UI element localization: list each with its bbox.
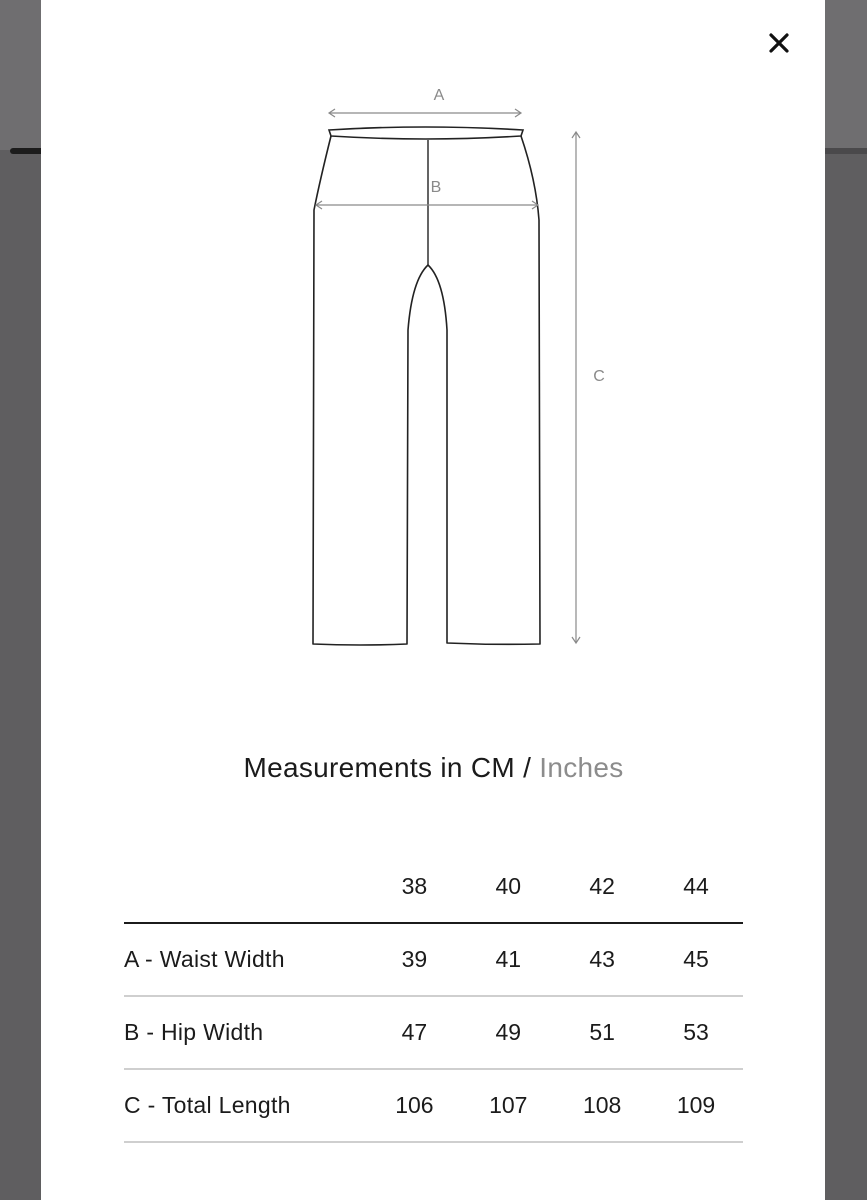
table-row (124, 996, 743, 1069)
size-header-40: 40 (461, 850, 555, 923)
table-cell: 47 (367, 996, 461, 1069)
row-label-length: C - Total Length (124, 1069, 367, 1142)
table-row (124, 1069, 743, 1142)
dimension-a-label: A (433, 87, 445, 104)
table-cell: 41 (461, 923, 555, 996)
size-header-row (124, 850, 743, 923)
table-cell: 39 (367, 923, 461, 996)
unit-toggle-inches[interactable]: Inches (539, 752, 624, 783)
pants-waistband (329, 127, 523, 139)
close-button[interactable] (760, 24, 798, 62)
table-cell: 51 (555, 996, 649, 1069)
dimension-c-label: C (593, 368, 605, 385)
size-header-38: 38 (367, 850, 461, 923)
table-cell: 45 (649, 923, 743, 996)
table-cell: 107 (461, 1069, 555, 1142)
table-cell: 108 (555, 1069, 649, 1142)
size-table (124, 850, 743, 1143)
pants-outline (313, 136, 540, 645)
row-label-hip: B - Hip Width (124, 996, 367, 1069)
table-cell: 109 (649, 1069, 743, 1142)
unit-toggle-cm[interactable]: CM (470, 752, 515, 783)
pants-diagram (300, 80, 620, 660)
unit-separator: / (523, 752, 532, 783)
table-row (124, 923, 743, 996)
row-label-waist: A - Waist Width (124, 923, 367, 996)
heading-prefix: Measurements in (243, 752, 463, 783)
pants-illustration (300, 80, 620, 660)
size-header-42: 42 (555, 850, 649, 923)
measurements-heading (0, 752, 867, 784)
table-cell: 43 (555, 923, 649, 996)
dimension-b-label: B (430, 179, 442, 196)
background-divider (820, 148, 867, 154)
close-icon (769, 33, 789, 53)
table-cell: 53 (649, 996, 743, 1069)
table-cell: 106 (367, 1069, 461, 1142)
size-header-44: 44 (649, 850, 743, 923)
size-header-blank (124, 850, 367, 923)
table-cell: 49 (461, 996, 555, 1069)
